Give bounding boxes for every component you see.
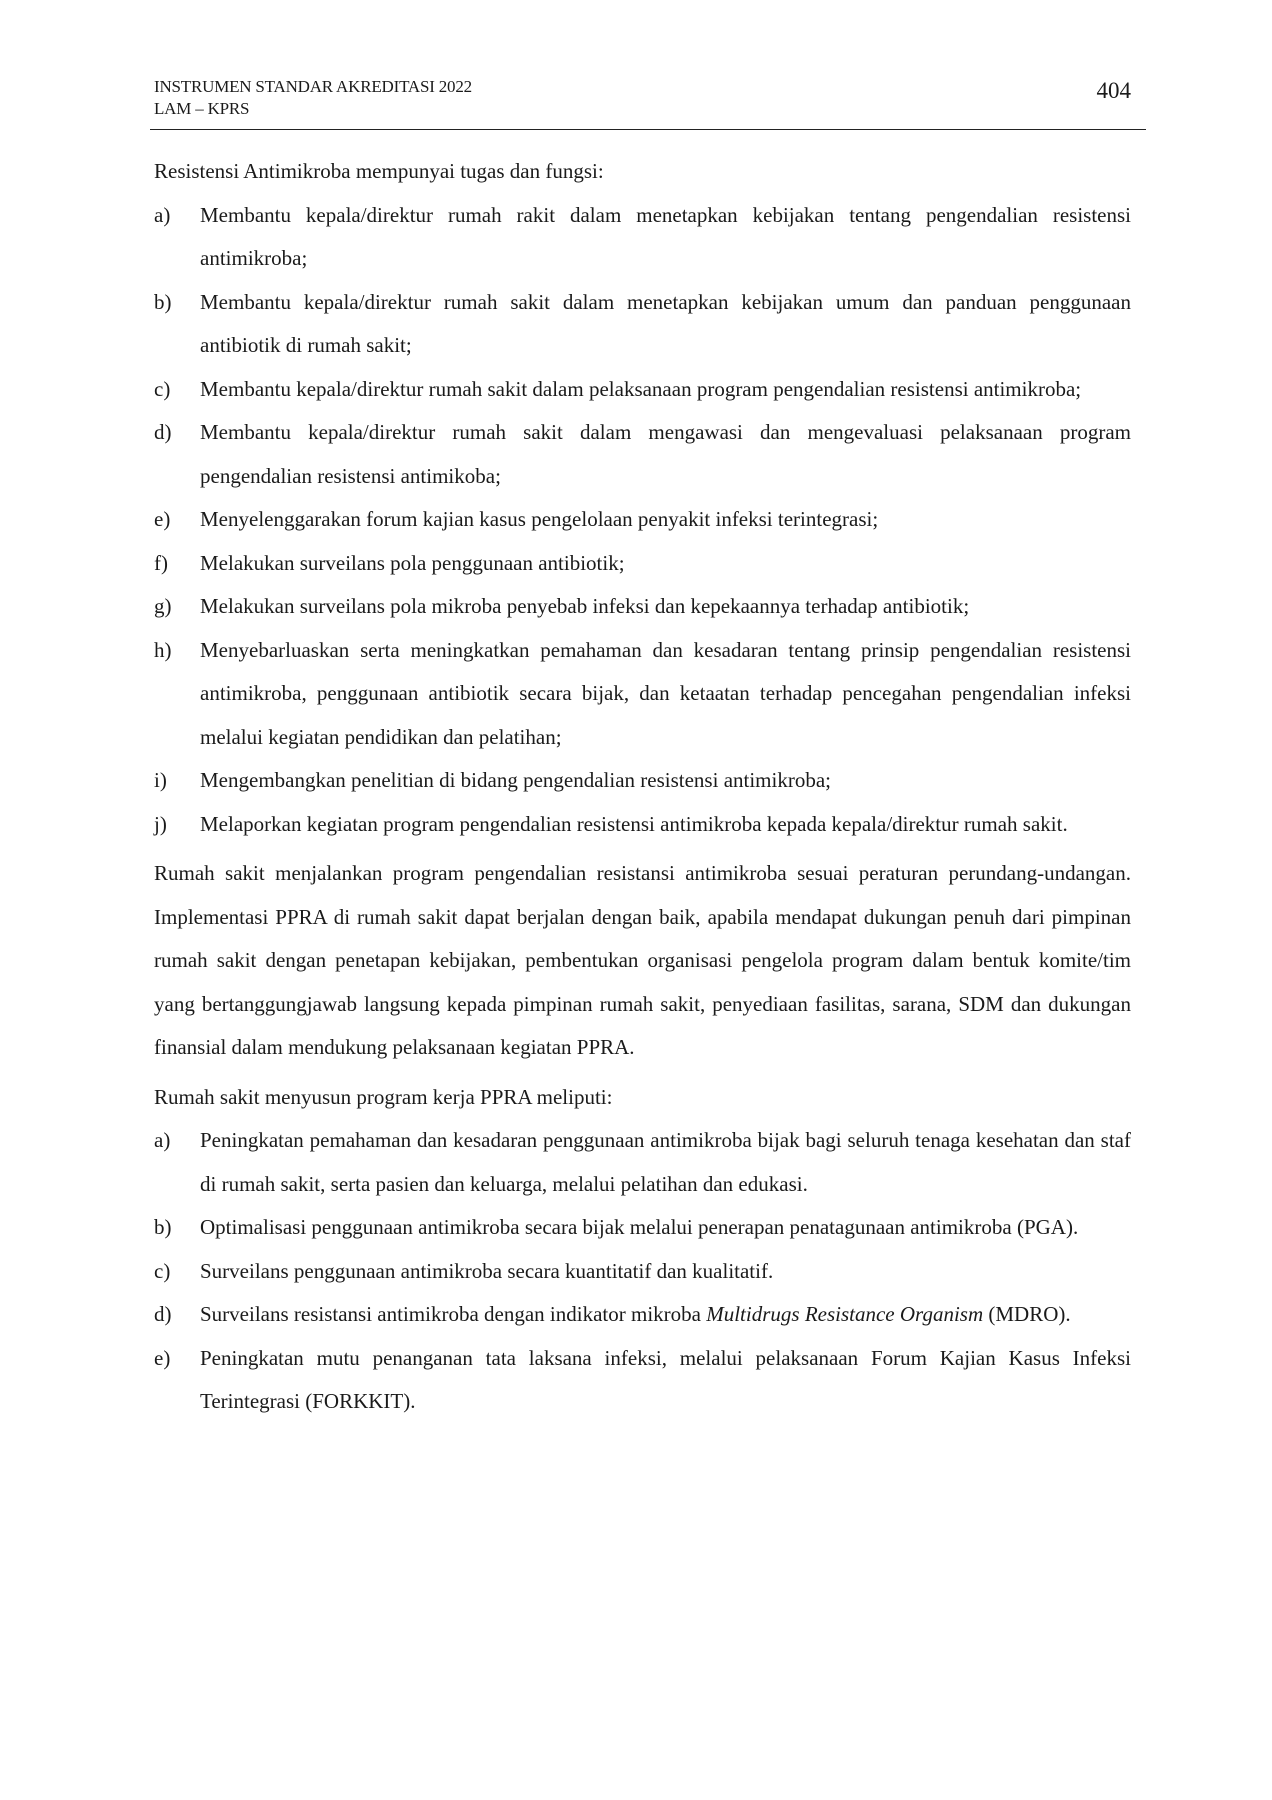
list-text: (MDRO). — [983, 1302, 1071, 1326]
list-text: Menyelenggarakan forum kajian kasus pengelolaan penyakit infeksi terintegrasi; — [200, 507, 879, 531]
section3-intro: Rumah sakit menyusun program kerja PPRA meliputi: — [154, 1084, 613, 1109]
list-item — [154, 281, 1131, 368]
list-label: d) — [154, 420, 172, 444]
list-text-italic: Multidrugs Resistance Organism — [706, 1302, 984, 1326]
list-item — [154, 194, 1131, 281]
list-label: b) — [154, 1215, 172, 1239]
list-label: e) — [154, 507, 171, 531]
list-label: h) — [154, 637, 172, 662]
list-text: Menyebarluaskan serta meningkatkan pemahaman dan kesadaran tentang prinsip pengendalian resistensi antimikroba, penggunaan antibiotik secara bijak, dan ketaatan terhadap pencegahan pengendalian infeksi melalui kegiatan pendidikan dan pelatihan; — [200, 637, 1131, 749]
list-text: Membantu kepala/direktur rumah sakit dalam menetapkan kebijakan umum dan panduan penggunaan antibiotik di rumah sakit; — [200, 289, 1131, 357]
list-item — [154, 585, 1131, 629]
list-item — [154, 498, 1131, 542]
list-text: Optimalisasi penggunaan antimikroba secara bijak melalui penerapan penatagunaan antimikroba (PGA). — [200, 1215, 1079, 1239]
list-label: d) — [154, 1302, 172, 1326]
list-label: g) — [154, 594, 172, 618]
list-item — [154, 411, 1131, 498]
list-label: a) — [154, 1128, 171, 1152]
paragraph-ppra-implementation: Rumah sakit menjalankan program pengendalian resistansi antimikroba sesuai peraturan perundang-undangan. Implementasi PPRA di rumah sakit dapat berjalan dengan baik, apabila mendapat dukungan penuh dari pimpinan rumah sakit dengan penetapan kebijakan, pembentukan organisasi pengelola program dalam bentuk komite/tim yang bertanggungjawab langsung kepada pimpinan rumah sakit, penyediaan fasilitas, sarana, SDM dan dukungan finansial dalam mendukung pelaksanaan kegiatan PPRA. — [154, 861, 1131, 1059]
list-text: Surveilans resistansi antimikroba dengan indikator mikroba — [200, 1302, 707, 1326]
running-header — [154, 76, 472, 120]
list-item — [154, 629, 1131, 760]
list-text: Mengembangkan penelitian di bidang pengendalian resistensi antimikroba; — [200, 768, 831, 792]
header-divider — [150, 129, 1146, 130]
page-body — [154, 150, 1131, 1424]
list-item — [154, 1119, 1131, 1206]
section1-intro: Resistensi Antimikroba mempunyai tugas dan fungsi: — [154, 159, 604, 183]
section1-list — [154, 194, 1131, 847]
list-label: b) — [154, 289, 172, 314]
list-text: Peningkatan mutu penanganan tata laksana infeksi, melalui pelaksanaan Forum Kajian Kasus Infeksi Terintegrasi (FORKKIT). — [200, 1345, 1131, 1413]
list-text: Membantu kepala/direktur rumah sakit dalam mengawasi dan mengevaluasi pelaksanaan program pengendalian resistensi antimikoba; — [200, 420, 1131, 488]
header-subtitle: LAM – KPRS — [154, 99, 250, 118]
list-label: c) — [154, 1258, 171, 1283]
list-item — [154, 368, 1131, 412]
header-title: INSTRUMEN STANDAR AKREDITASI 2022 — [154, 77, 472, 96]
list-text: Peningkatan pemahaman dan kesadaran penggunaan antimikroba bijak bagi seluruh tenaga kesehatan dan staf di rumah sakit, serta pasien dan keluarga, melalui pelatihan dan edukasi. — [200, 1128, 1131, 1196]
list-text: Membantu kepala/direktur rumah rakit dalam menetapkan kebijakan tentang pengendalian resistensi antimikroba; — [200, 202, 1131, 270]
list-text: Melaporkan kegiatan program pengendalian resistensi antimikroba kepada kepala/direktur rumah sakit. — [200, 811, 1068, 836]
list-item — [154, 1337, 1131, 1424]
list-text: Membantu kepala/direktur rumah sakit dalam pelaksanaan program pengendalian resistensi antimikroba; — [200, 376, 1082, 401]
list-item — [154, 542, 1131, 586]
list-item — [154, 803, 1131, 847]
page-number: 404 — [1096, 78, 1131, 103]
list-text: Surveilans penggunaan antimikroba secara kuantitatif dan kualitatif. — [200, 1258, 774, 1283]
list-label: j) — [154, 811, 167, 836]
list-item — [154, 759, 1131, 803]
list-item — [154, 1206, 1131, 1250]
list-label: f) — [154, 550, 168, 575]
list-item — [154, 1250, 1131, 1294]
list-text: Melakukan surveilans pola mikroba penyebab infeksi dan kepekaannya terhadap antibiotik; — [200, 594, 970, 618]
list-item — [154, 1293, 1131, 1337]
list-label: a) — [154, 202, 171, 227]
section3-list — [154, 1119, 1131, 1424]
list-text: Melakukan surveilans pola penggunaan antibiotik; — [200, 550, 625, 575]
list-label: i) — [154, 768, 167, 792]
list-label: e) — [154, 1345, 171, 1370]
list-label: c) — [154, 376, 171, 401]
